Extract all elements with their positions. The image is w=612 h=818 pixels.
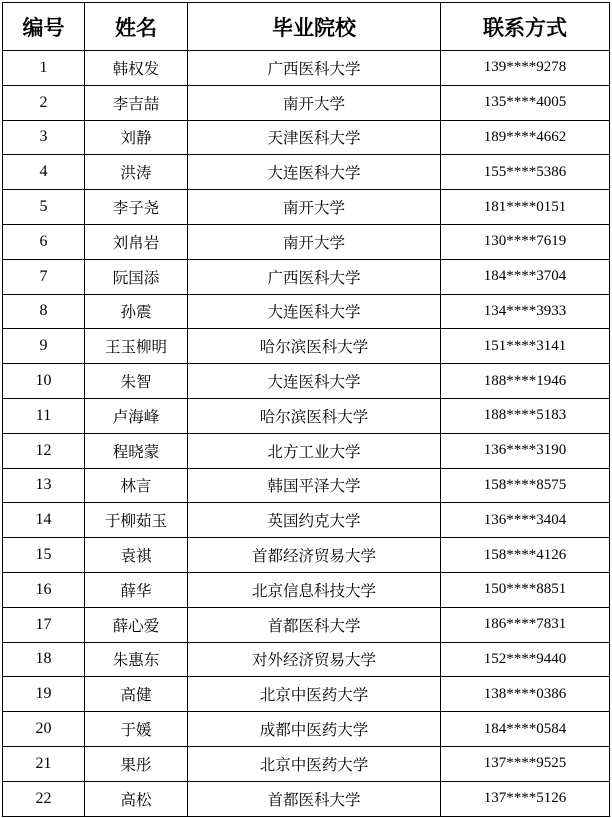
table-row [3,51,610,86]
cell-contact: 188****1946 [441,364,610,399]
cell-school: 首都医科大学 [188,607,441,642]
cell-number: 11 [3,398,85,433]
cell-name: 卢海峰 [85,398,188,433]
cell-name: 李吉喆 [85,85,188,120]
cell-contact: 188****5183 [441,398,610,433]
cell-name: 程晓蒙 [85,433,188,468]
table-row [3,329,610,364]
table-row [3,398,610,433]
table-row [3,294,610,329]
cell-number: 8 [3,294,85,329]
table-row [3,155,610,190]
cell-contact: 184****0584 [441,712,610,747]
cell-school: 大连医科大学 [188,155,441,190]
cell-contact: 139****9278 [441,51,610,86]
cell-school: 大连医科大学 [188,364,441,399]
cell-name: 韩权发 [85,51,188,86]
cell-contact: 158****4126 [441,538,610,573]
cell-number: 19 [3,677,85,712]
table-row [3,224,610,259]
cell-number: 21 [3,746,85,781]
cell-name: 阮国添 [85,259,188,294]
cell-number: 16 [3,572,85,607]
header-school: 毕业院校 [188,3,441,51]
header-number: 编号 [3,3,85,51]
cell-contact: 136****3404 [441,503,610,538]
cell-contact: 158****8575 [441,468,610,503]
cell-name: 薛华 [85,572,188,607]
cell-name: 刘静 [85,120,188,155]
cell-name: 朱智 [85,364,188,399]
cell-contact: 137****9525 [441,746,610,781]
cell-school: 北方工业大学 [188,433,441,468]
cell-school: 北京中医药大学 [188,746,441,781]
cell-number: 9 [3,329,85,364]
cell-name: 林言 [85,468,188,503]
cell-name: 于媛 [85,712,188,747]
cell-number: 1 [3,51,85,86]
cell-contact: 135****4005 [441,85,610,120]
personnel-table [2,2,610,817]
cell-contact: 181****0151 [441,190,610,225]
cell-number: 2 [3,85,85,120]
cell-school: 哈尔滨医科大学 [188,329,441,364]
cell-contact: 151****3141 [441,329,610,364]
cell-number: 3 [3,120,85,155]
cell-number: 14 [3,503,85,538]
header-row [3,3,610,51]
cell-contact: 155****5386 [441,155,610,190]
cell-contact: 184****3704 [441,259,610,294]
cell-number: 7 [3,259,85,294]
cell-number: 18 [3,642,85,677]
cell-number: 17 [3,607,85,642]
cell-name: 李子尧 [85,190,188,225]
cell-number: 5 [3,190,85,225]
cell-name: 洪涛 [85,155,188,190]
header-contact: 联系方式 [441,3,610,51]
table-row [3,572,610,607]
table-row [3,433,610,468]
cell-name: 果彤 [85,746,188,781]
cell-number: 22 [3,781,85,816]
cell-school: 南开大学 [188,190,441,225]
cell-school: 对外经济贸易大学 [188,642,441,677]
table-row [3,746,610,781]
cell-contact: 134****3933 [441,294,610,329]
table-row [3,85,610,120]
table-row [3,468,610,503]
header-name: 姓名 [85,3,188,51]
cell-school: 南开大学 [188,85,441,120]
table-row [3,503,610,538]
table-row [3,259,610,294]
cell-contact: 189****4662 [441,120,610,155]
cell-school: 北京中医药大学 [188,677,441,712]
table-row [3,677,610,712]
cell-contact: 137****5126 [441,781,610,816]
cell-contact: 136****3190 [441,433,610,468]
cell-name: 孙震 [85,294,188,329]
cell-name: 王玉柳明 [85,329,188,364]
cell-name: 高健 [85,677,188,712]
cell-school: 北京信息科技大学 [188,572,441,607]
cell-school: 大连医科大学 [188,294,441,329]
cell-contact: 152****9440 [441,642,610,677]
cell-name: 袁祺 [85,538,188,573]
cell-contact: 186****7831 [441,607,610,642]
cell-contact: 138****0386 [441,677,610,712]
cell-contact: 150****8851 [441,572,610,607]
cell-school: 首都经济贸易大学 [188,538,441,573]
cell-number: 13 [3,468,85,503]
table-row [3,190,610,225]
cell-name: 薛心爱 [85,607,188,642]
cell-school: 韩国平泽大学 [188,468,441,503]
cell-number: 10 [3,364,85,399]
cell-number: 15 [3,538,85,573]
cell-number: 6 [3,224,85,259]
table-row [3,781,610,816]
cell-name: 于柳茹玉 [85,503,188,538]
cell-number: 12 [3,433,85,468]
cell-school: 广西医科大学 [188,259,441,294]
cell-school: 天津医科大学 [188,120,441,155]
cell-number: 20 [3,712,85,747]
cell-school: 哈尔滨医科大学 [188,398,441,433]
cell-school: 成都中医药大学 [188,712,441,747]
table-row [3,607,610,642]
table-row [3,712,610,747]
cell-contact: 130****7619 [441,224,610,259]
table-row [3,642,610,677]
cell-name: 刘帛岩 [85,224,188,259]
table-row [3,120,610,155]
table-row [3,538,610,573]
cell-school: 首都医科大学 [188,781,441,816]
cell-number: 4 [3,155,85,190]
cell-name: 朱惠东 [85,642,188,677]
cell-school: 广西医科大学 [188,51,441,86]
table-row [3,364,610,399]
cell-school: 英国约克大学 [188,503,441,538]
cell-name: 高松 [85,781,188,816]
cell-school: 南开大学 [188,224,441,259]
